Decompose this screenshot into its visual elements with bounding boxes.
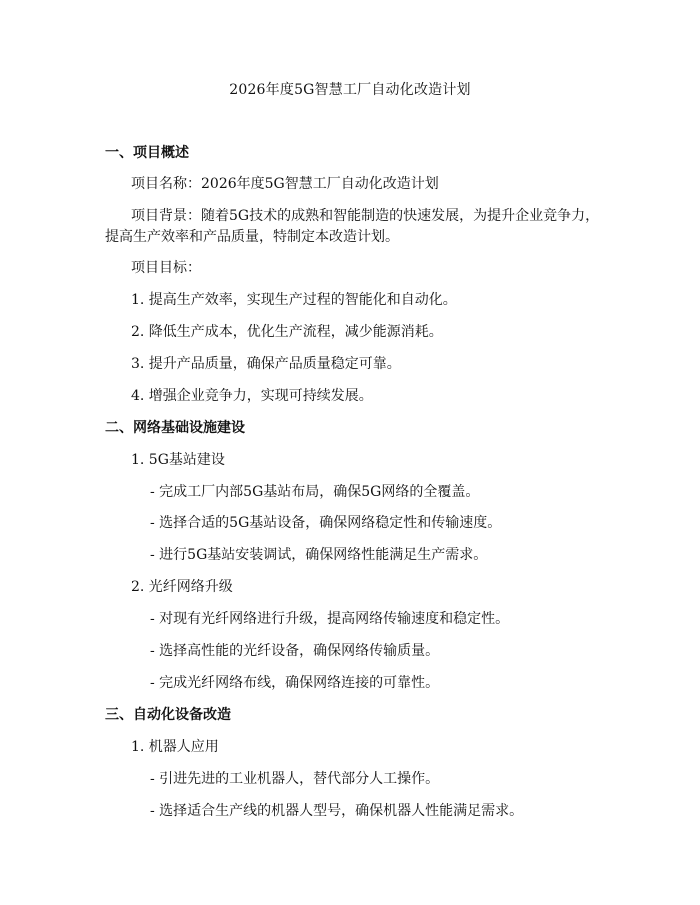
subsection-title-fiber-upgrade: 2. 光纤网络升级 — [131, 579, 233, 595]
list-item: - 完成光纤网络布线，确保网络连接的可靠性。 — [150, 675, 440, 691]
list-item: - 选择高性能的光纤设备，确保网络传输质量。 — [150, 643, 440, 659]
list-item: - 引进先进的工业机器人，替代部分人工操作。 — [150, 771, 440, 787]
goal-item: 1. 提高生产效率，实现生产过程的智能化和自动化。 — [131, 292, 457, 308]
goal-item: 2. 降低生产成本，优化生产流程，减少能源消耗。 — [131, 324, 443, 340]
subsection-title-5g-base-station: 1. 5G基站建设 — [131, 452, 225, 468]
project-name-paragraph: 项目名称：2026年度5G智慧工厂自动化改造计划 — [131, 176, 439, 192]
goal-item: 3. 提升产品质量，确保产品质量稳定可靠。 — [131, 356, 401, 372]
document-title: 2026年度5G智慧工厂自动化改造计划 — [229, 82, 471, 98]
project-goals-label: 项目目标： — [131, 260, 201, 276]
project-background-paragraph-cont: 提高生产效率和产品质量，特制定本改造计划。 — [105, 229, 399, 245]
section-heading-network: 二、网络基础设施建设 — [105, 420, 245, 436]
list-item: - 选择合适的5G基站设备，确保网络稳定性和传输速度。 — [150, 515, 502, 531]
section-heading-automation: 三、自动化设备改造 — [105, 707, 231, 723]
list-item: - 选择适合生产线的机器人型号，确保机器人性能满足需求。 — [150, 803, 524, 819]
list-item: - 对现有光纤网络进行升级，提高网络传输速度和稳定性。 — [150, 611, 510, 627]
goal-item: 4. 增强企业竞争力，实现可持续发展。 — [131, 388, 373, 404]
project-background-paragraph: 项目背景：随着5G技术的成熟和智能制造的快速发展，为提升企业竞争力， — [131, 208, 600, 224]
list-item: - 完成工厂内部5G基站布局，确保5G网络的全覆盖。 — [150, 484, 480, 500]
subsection-title-robot-application: 1. 机器人应用 — [131, 739, 219, 755]
section-heading-overview: 一、项目概述 — [105, 145, 189, 161]
list-item: - 进行5G基站安装调试，确保网络性能满足生产需求。 — [150, 547, 488, 563]
